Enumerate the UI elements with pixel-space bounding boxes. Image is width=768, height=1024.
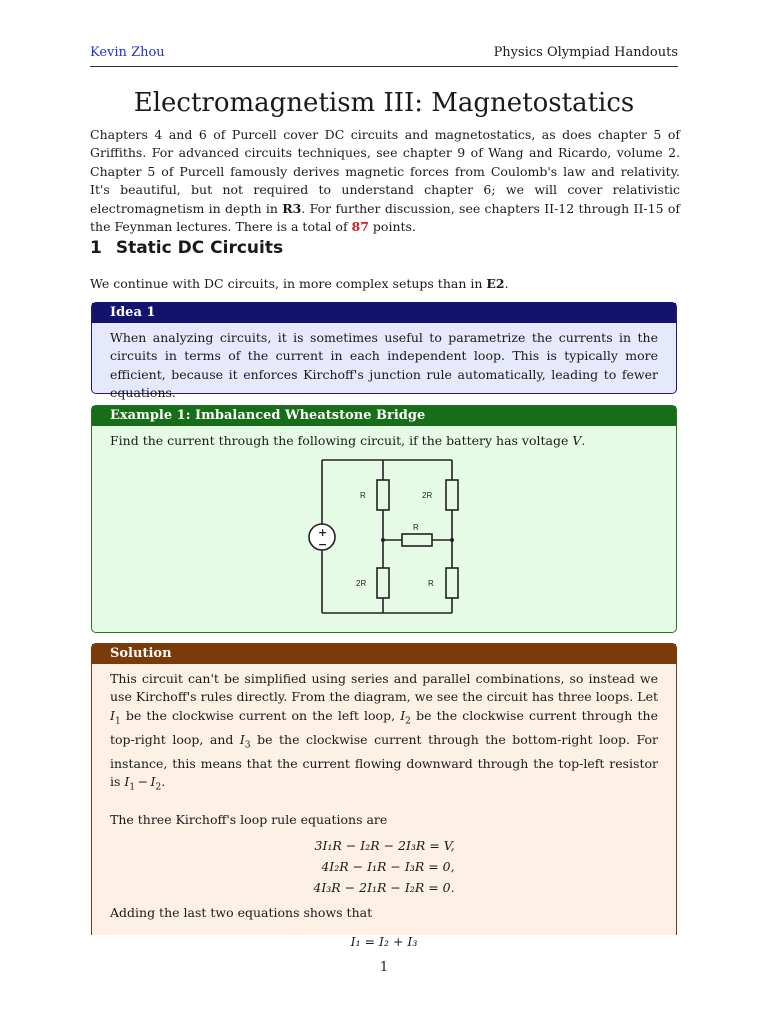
page-title: Electromagnetism III: Magnetostatics [133,88,635,118]
idea-label: Idea 1 [92,303,676,323]
solution-paragraph-2: The three Kirchoff's loop rule equations are [110,811,388,827]
equation-1: 3I₁R − I₂R − 2I₃R = V, [314,838,455,854]
solution-text-b: be the clockwise current on the left loop, [120,707,401,723]
resistor-bottom-left [377,568,389,598]
idea-box [91,302,677,401]
battery-minus: − [318,538,328,551]
solution-text-a: This circuit can't be simplified using series and parallel combinations, so instead we use Kirchoff's rules directly. From the diagram, we see the circuit has three loops. Let [110,671,658,705]
section-heading [90,238,283,258]
example-text [92,426,676,456]
solution-label: Solution [92,644,676,664]
idea-text: When analyzing circuits, it is sometimes useful to parametrize the currents in the circuits in terms of the current in each independent loop. This is typically more efficient, because it enforces Kirchoff's junction rule automatically, leading to fewer equations. [110,330,658,401]
label-top-right: 2R [422,491,433,500]
equation-2: 4I₂R − I₁R − I₃R = 0, [321,859,455,875]
intro-paragraph [90,126,680,236]
solution-paragraph-1: This circuit can't be simplified using series and parallel combinations, so instead we use Kirchoff's rules directly. From the diagram, we see the circuit has three loops. Let $I_1$ be the clockwise current on the left loop, $I_2$ be the clockwise current through the top-right loop, and $I_3$ be the clockwise current through the bottom-right loop. For instance, this means that the current flowing downward through the top-left resistor is $I_1 - I_2$. [110,671,658,793]
node-right [450,538,454,542]
example-end: . [581,433,586,448]
node-left [381,538,385,542]
battery-plus: + [318,526,328,539]
solution-box [91,643,677,949]
equation-3: 4I₃R − 2I₁R − I₂R = 0. [313,880,455,896]
section-intro-text: We continue with DC circuits, in more complex setups than in [90,276,487,291]
equation-4: I₁ = I₂ + I₃ [350,933,418,949]
equation-block [110,835,658,898]
intro-text-2: . For further discussion, see chapters II-12 through II-15 of the Feynman lectures. There is a total of [90,200,681,235]
example-prompt: Find the current through the following circuit, if the battery has voltage [110,433,573,448]
section-intro-ref: E2 [486,276,505,291]
intro-ref: R3 [282,200,302,216]
example-box [91,405,677,633]
resistor-top-right [446,480,458,510]
circuit-diagram [302,458,462,618]
header-author: Kevin Zhou [90,45,165,60]
resistor-bottom-right [446,568,458,598]
solution-paragraph-3: Adding the last two equations shows that [110,905,373,921]
label-bottom-right: R [428,579,434,588]
intro-text-1: Chapters 4 and 6 of Purcell cover DC circuits and magnetostatics, as does chapter 5 of Griffiths. For advanced circuits techniques, see chapter 9 of Wang and Ricardo, volume 2. Chapter 5 of Purcell famously derives magnetic forces from Coulomb's law and relativity. It's beautiful, but not required to understand chapter 6; we will cover relativistic electromagnetism in depth in [90,127,680,216]
resistor-middle [402,534,432,546]
page-number: 1 [379,960,389,975]
resistor-top-left [377,480,389,510]
solution-text-c: be the clockwise current through the top-right loop, and [110,707,658,747]
label-middle: R [413,523,419,532]
solution-content [92,664,676,963]
section-intro-end: . [504,276,509,291]
solution-text-d: be the clockwise current through the bottom-right loop. For instance, this means that the current flowing downward through the top-left resistor is [110,731,658,790]
label-bottom-left: 2R [356,579,367,588]
header-series: Physics Olympiad Handouts [493,45,678,60]
intro-text-3: points. [368,219,416,235]
section-intro [90,275,680,293]
example-label: Example 1: Imbalanced Wheatstone Bridge [92,406,676,426]
example-var: V [572,433,582,448]
label-top-left: R [360,491,366,500]
section-number: 1 [90,238,102,258]
intro-points: 87 [351,219,369,235]
header-rule [90,66,678,67]
section-title: Static DC Circuits [115,238,284,258]
